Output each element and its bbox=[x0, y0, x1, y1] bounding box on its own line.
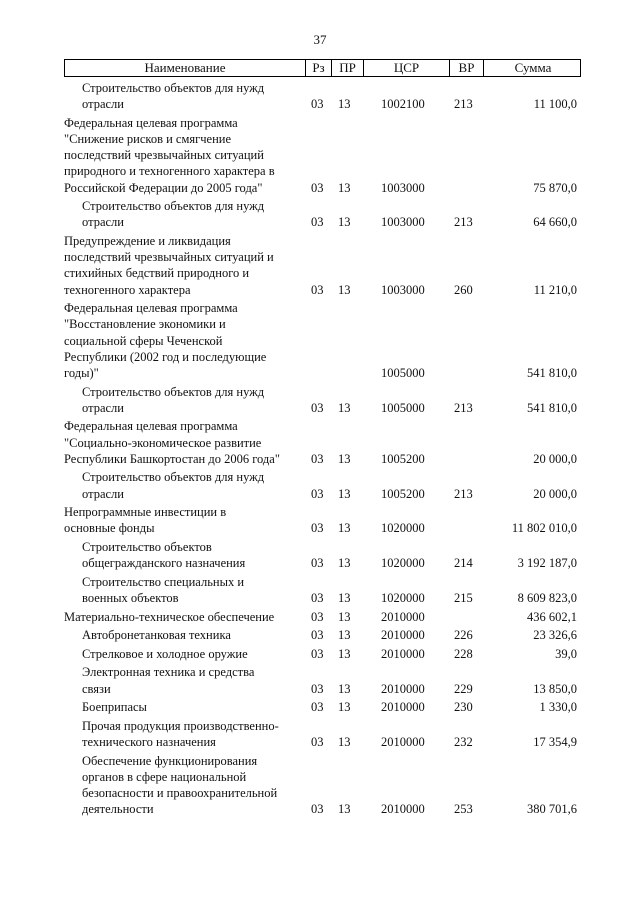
row-pr: 13 bbox=[338, 556, 351, 571]
row-csr: 2010000 bbox=[381, 802, 425, 817]
row-csr: 1020000 bbox=[381, 556, 425, 571]
row-vr: 260 bbox=[454, 282, 473, 297]
row-name: Стрелковое и холодное оружие bbox=[82, 646, 248, 661]
row-name: Строительство объектов общегражданского назначения bbox=[82, 540, 246, 571]
header-pr: ПР bbox=[331, 60, 363, 76]
row-name: Федеральная целевая программа "Социально-экономическое развитие Республики Башкортостан до 2006 года" bbox=[64, 419, 280, 466]
table-row bbox=[0, 504, 640, 536]
row-vr: 253 bbox=[454, 802, 473, 817]
header-sum: Сумма bbox=[483, 60, 582, 76]
row-vr: 214 bbox=[454, 556, 473, 571]
row-csr: 2010000 bbox=[381, 681, 425, 696]
row-name: Автобронетанковая техника bbox=[82, 628, 231, 643]
row-rz: 03 bbox=[311, 486, 324, 501]
row-sum: 20 000,0 bbox=[533, 451, 577, 466]
row-rz: 03 bbox=[311, 556, 324, 571]
row-pr: 13 bbox=[338, 282, 351, 297]
header-name: Наименование bbox=[144, 60, 226, 75]
row-sum: 39,0 bbox=[555, 646, 577, 661]
row-sum: 541 810,0 bbox=[527, 400, 577, 415]
row-sum: 541 810,0 bbox=[527, 365, 577, 380]
row-pr: 13 bbox=[338, 521, 351, 536]
row-sum: 8 609 823,0 bbox=[517, 590, 577, 605]
row-csr: 1005000 bbox=[381, 365, 425, 380]
page-number: 37 bbox=[313, 32, 327, 47]
row-rz: 03 bbox=[311, 609, 324, 624]
table-row bbox=[0, 664, 640, 696]
row-sum: 11 210,0 bbox=[533, 282, 577, 297]
row-sum: 1 330,0 bbox=[539, 700, 577, 715]
row-name: Прочая продукция производственно- технического назначения bbox=[82, 718, 279, 749]
row-rz: 03 bbox=[311, 590, 324, 605]
table-header bbox=[64, 59, 581, 77]
row-name: Федеральная целевая программа "Снижение рисков и смягчение последствий чрезвычайных ситуаций природного и техногенного характера в Российской Федерации до 2005 года" bbox=[64, 115, 275, 195]
row-vr: 213 bbox=[454, 486, 473, 501]
row-name: Материально-техническое обеспечение bbox=[64, 609, 275, 624]
row-csr: 1005000 bbox=[381, 400, 425, 415]
row-pr: 13 bbox=[338, 734, 351, 749]
row-sum: 11 802 010,0 bbox=[511, 521, 577, 536]
row-pr: 13 bbox=[338, 681, 351, 696]
row-pr: 13 bbox=[338, 180, 351, 195]
table-row bbox=[0, 384, 640, 416]
row-name: Электронная техника и средства связи bbox=[82, 665, 255, 696]
table-row bbox=[0, 646, 640, 662]
row-pr: 13 bbox=[338, 451, 351, 466]
row-name: Строительство объектов для нужд отрасли bbox=[82, 470, 265, 501]
row-vr: 232 bbox=[454, 734, 473, 749]
row-vr: 226 bbox=[454, 628, 473, 643]
row-sum: 64 660,0 bbox=[533, 215, 577, 230]
row-vr: 213 bbox=[454, 97, 473, 112]
row-csr: 1003000 bbox=[381, 215, 425, 230]
table-row bbox=[0, 233, 640, 298]
row-rz: 03 bbox=[311, 628, 324, 643]
row-name: Строительство объектов для нужд отрасли bbox=[82, 199, 265, 230]
row-vr: 228 bbox=[454, 646, 473, 661]
row-name: Федеральная целевая программа "Восстановление экономики и социальной сферы Чеченской Республики (2002 год и последующие годы)" bbox=[64, 301, 267, 380]
row-rz: 03 bbox=[311, 400, 324, 415]
row-rz: 03 bbox=[311, 97, 324, 112]
row-pr: 13 bbox=[338, 700, 351, 715]
table-row bbox=[0, 418, 640, 467]
row-csr: 1020000 bbox=[381, 590, 425, 605]
row-rz: 03 bbox=[311, 734, 324, 749]
row-pr: 13 bbox=[338, 609, 351, 624]
row-csr: 1005200 bbox=[381, 451, 425, 466]
row-name: Боеприпасы bbox=[82, 700, 147, 715]
table-row bbox=[0, 115, 640, 196]
row-csr: 2010000 bbox=[381, 628, 425, 643]
table-row bbox=[0, 609, 640, 625]
row-name: Строительство специальных и военных объектов bbox=[82, 574, 245, 605]
row-csr: 1003000 bbox=[381, 282, 425, 297]
row-csr: 1003000 bbox=[381, 180, 425, 195]
row-sum: 13 850,0 bbox=[533, 681, 577, 696]
row-csr: 1002100 bbox=[381, 97, 425, 112]
row-csr: 1005200 bbox=[381, 486, 425, 501]
table-row bbox=[0, 574, 640, 606]
row-name: Строительство объектов для нужд отрасли bbox=[82, 81, 265, 112]
row-sum: 3 192 187,0 bbox=[517, 556, 577, 571]
row-rz: 03 bbox=[311, 700, 324, 715]
row-rz: 03 bbox=[311, 282, 324, 297]
row-rz: 03 bbox=[311, 215, 324, 230]
row-rz: 03 bbox=[311, 646, 324, 661]
row-name: Непрограммные инвестиции в основные фонды bbox=[64, 505, 227, 536]
row-csr: 1020000 bbox=[381, 521, 425, 536]
row-sum: 75 870,0 bbox=[533, 180, 577, 195]
table-row bbox=[0, 80, 640, 112]
row-pr: 13 bbox=[338, 486, 351, 501]
row-vr: 213 bbox=[454, 215, 473, 230]
row-rz: 03 bbox=[311, 451, 324, 466]
row-pr: 13 bbox=[338, 646, 351, 661]
row-name: Обеспечение функционирования органов в сфере национальной безопасности и правоохранительной деятельности bbox=[82, 753, 278, 817]
table-row bbox=[0, 469, 640, 501]
row-sum: 11 100,0 bbox=[533, 97, 577, 112]
header-csr: ЦСР bbox=[363, 60, 449, 76]
table-row bbox=[0, 718, 640, 750]
row-pr: 13 bbox=[338, 400, 351, 415]
table-row bbox=[0, 699, 640, 715]
table-row bbox=[0, 753, 640, 818]
row-sum: 23 326,6 bbox=[533, 628, 577, 643]
row-pr: 13 bbox=[338, 97, 351, 112]
row-csr: 2010000 bbox=[381, 734, 425, 749]
row-sum: 380 701,6 bbox=[527, 802, 577, 817]
row-csr: 2010000 bbox=[381, 646, 425, 661]
table-row bbox=[0, 627, 640, 643]
row-pr: 13 bbox=[338, 215, 351, 230]
row-vr: 229 bbox=[454, 681, 473, 696]
row-vr: 230 bbox=[454, 700, 473, 715]
table-row bbox=[0, 300, 640, 381]
row-sum: 17 354,9 bbox=[533, 734, 577, 749]
table-row bbox=[0, 198, 640, 230]
row-csr: 2010000 bbox=[381, 700, 425, 715]
row-pr: 13 bbox=[338, 802, 351, 817]
row-rz: 03 bbox=[311, 681, 324, 696]
row-sum: 436 602,1 bbox=[527, 609, 577, 624]
header-rz: Рз bbox=[305, 60, 331, 76]
row-rz: 03 bbox=[311, 521, 324, 536]
row-name: Строительство объектов для нужд отрасли bbox=[82, 384, 265, 415]
header-vr: ВР bbox=[449, 60, 483, 76]
row-vr: 213 bbox=[454, 400, 473, 415]
row-rz: 03 bbox=[311, 180, 324, 195]
table-row bbox=[0, 539, 640, 571]
row-pr: 13 bbox=[338, 590, 351, 605]
row-pr: 13 bbox=[338, 628, 351, 643]
row-vr: 215 bbox=[454, 590, 473, 605]
row-sum: 20 000,0 bbox=[533, 486, 577, 501]
row-rz: 03 bbox=[311, 802, 324, 817]
row-csr: 2010000 bbox=[381, 609, 425, 624]
row-name: Предупреждение и ликвидация последствий чрезвычайных ситуаций и стихийных бедствий природного и техногенного характера bbox=[64, 234, 274, 297]
